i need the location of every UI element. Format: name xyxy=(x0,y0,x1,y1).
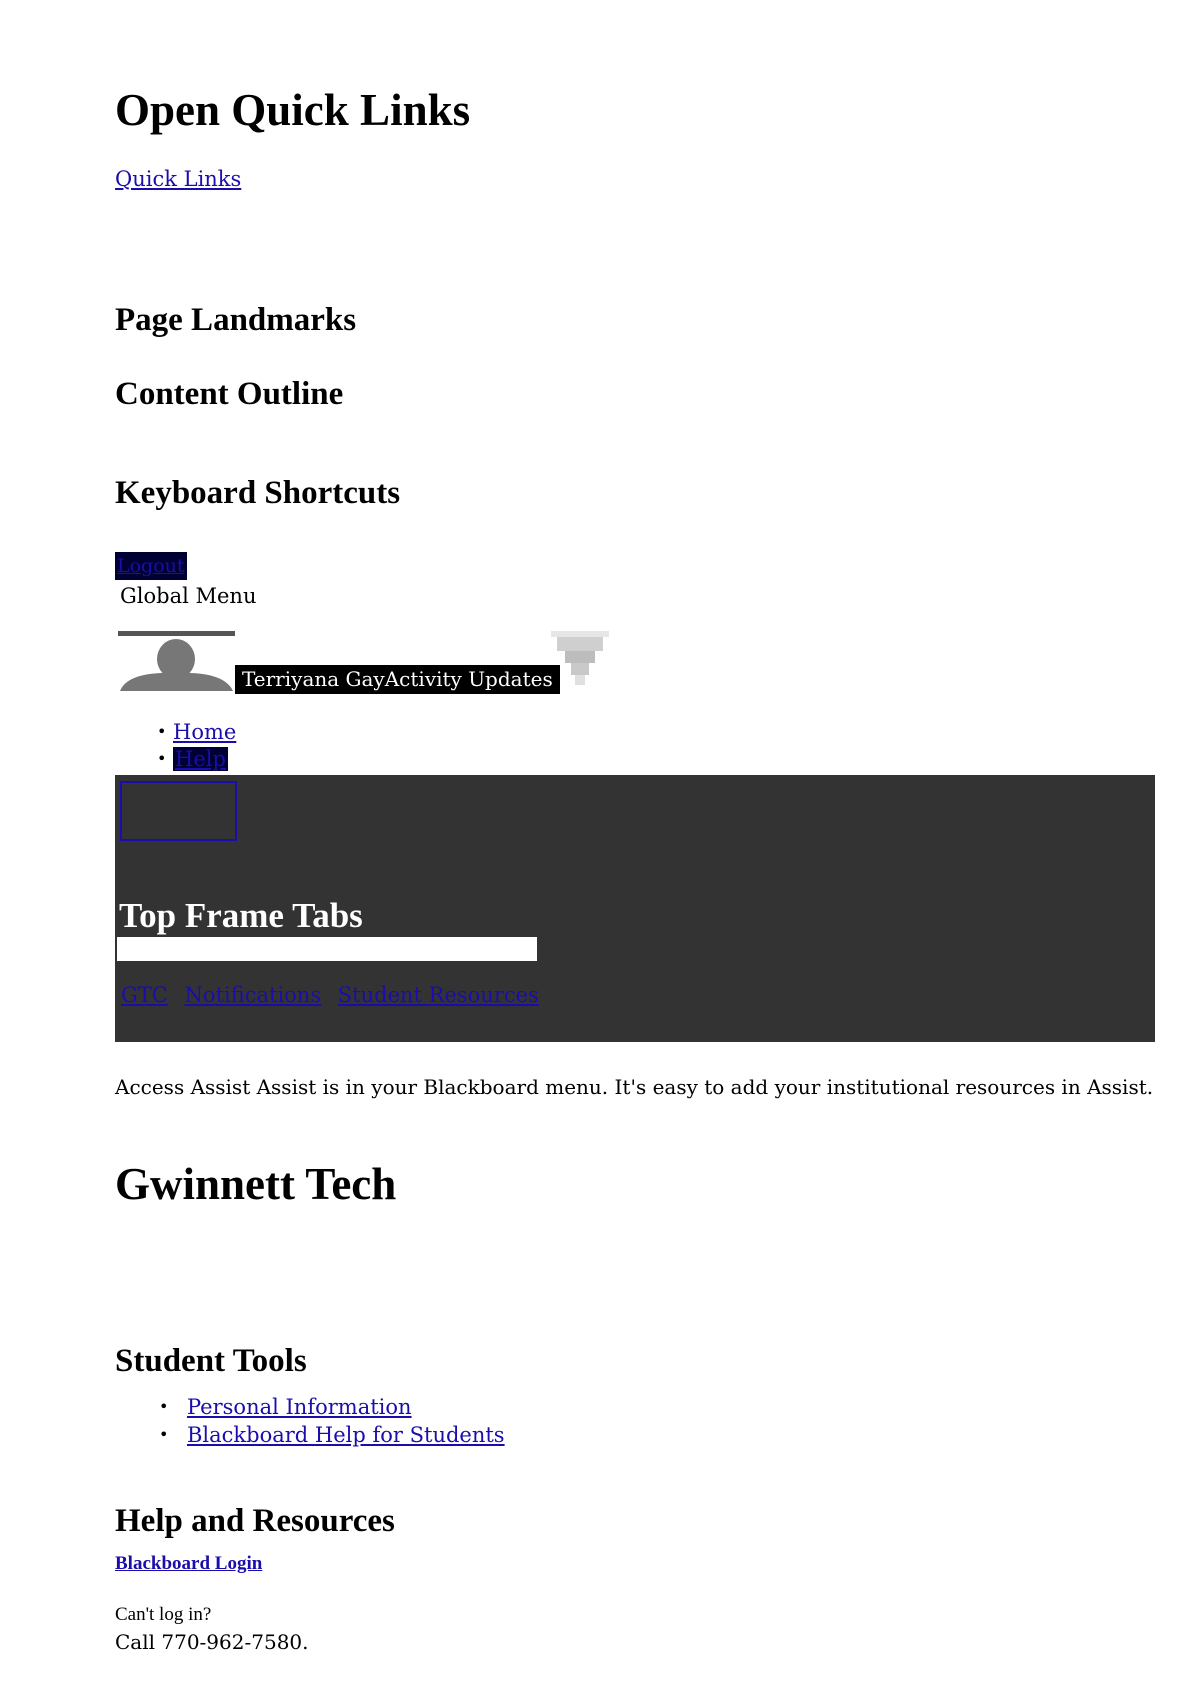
tab-gtc[interactable]: GTC xyxy=(121,983,168,1007)
blackboard-help-link[interactable]: Blackboard Help for Students xyxy=(187,1423,505,1447)
help-link[interactable]: Help xyxy=(175,747,226,771)
cant-login-text: Can't log in? xyxy=(115,1604,212,1625)
assist-message: Access Assist Assist is in your Blackboard menu. It's easy to add your institutional resources in Assist. xyxy=(115,1075,1154,1099)
help-resources-heading: Help and Resources xyxy=(115,1503,395,1539)
global-menu-label[interactable]: Global Menu xyxy=(120,584,257,608)
global-nav-list xyxy=(173,720,236,774)
user-silhouette-icon xyxy=(118,631,235,691)
home-link[interactable]: Home xyxy=(173,720,237,744)
frame-logo-link[interactable] xyxy=(120,781,237,841)
funnel-icon xyxy=(551,631,609,691)
logout-link[interactable]: Logout xyxy=(115,552,187,580)
page-landmarks-heading: Page Landmarks xyxy=(115,302,357,338)
top-frame-tabs-heading: Top Frame Tabs xyxy=(119,896,363,935)
quick-links-heading: Open Quick Links xyxy=(115,85,471,135)
personal-information-link[interactable]: Personal Information xyxy=(187,1395,412,1419)
institution-title: Gwinnett Tech xyxy=(115,1159,397,1209)
call-support-text: Call 770-962-7580. xyxy=(115,1630,309,1654)
blackboard-login-link[interactable]: Blackboard Login xyxy=(115,1553,263,1574)
user-name: Terriyana Gay xyxy=(242,667,385,691)
tab-notifications[interactable]: Notifications xyxy=(184,983,322,1007)
tab-student-resources[interactable]: Student Resources xyxy=(337,983,539,1007)
list-item xyxy=(187,1423,505,1451)
student-tools-heading: Student Tools xyxy=(115,1343,307,1379)
avatar[interactable] xyxy=(118,631,235,691)
list-item xyxy=(187,1395,505,1423)
avatar-top-bar xyxy=(118,631,235,636)
frame-search-bar xyxy=(117,937,537,961)
user-menu-button[interactable] xyxy=(235,665,560,694)
quick-links-link[interactable]: Quick Links xyxy=(115,167,242,191)
nav-item-help xyxy=(173,747,236,774)
nav-item-home xyxy=(173,720,236,747)
frame-tabs xyxy=(121,983,549,1007)
content-outline-heading: Content Outline xyxy=(115,376,344,412)
activity-updates-label: Activity Updates xyxy=(384,667,553,691)
keyboard-shortcuts-heading: Keyboard Shortcuts xyxy=(115,475,401,511)
top-frame xyxy=(115,775,1155,1042)
student-tools-list xyxy=(187,1395,505,1451)
